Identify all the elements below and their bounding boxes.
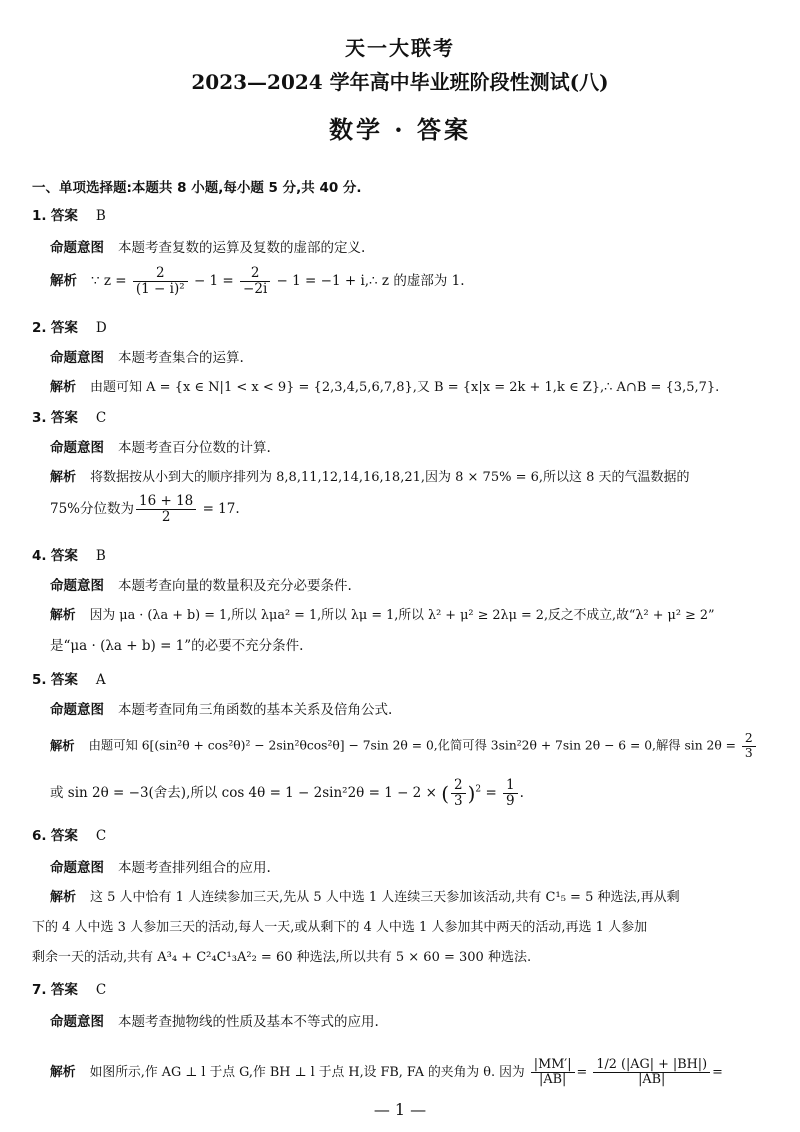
q7-answer-value: C: [95, 982, 107, 998]
q1-analysis-mid: − 1 =: [189, 272, 234, 289]
intent-label: 命题意图: [50, 578, 104, 594]
answer-label: 答案: [50, 320, 78, 336]
q6-analysis-1: [50, 886, 680, 905]
q2-answer: [32, 316, 107, 336]
q2-intent: [50, 346, 244, 366]
q6-number: 6.: [32, 828, 47, 844]
analysis-label: 解析: [50, 272, 77, 289]
q1-answer-value: B: [95, 208, 106, 224]
q7-intent: [50, 1010, 379, 1030]
q7-number: 7.: [32, 982, 47, 998]
q1-analysis: [50, 266, 465, 297]
q7-equals: =: [712, 1065, 723, 1081]
q1-answer: [32, 204, 106, 224]
q5-intent: [50, 698, 392, 718]
q7-intent-text: 本题考查抛物线的性质及基本不等式的应用.: [118, 1014, 379, 1030]
answer-label: 答案: [50, 548, 78, 564]
section-heading: 一、单项选择题:本题共 8 小题,每小题 5 分,共 40 分.: [32, 180, 362, 196]
q5-answer-value: A: [95, 672, 106, 688]
q4-analysis-text-1: 因为 μa · (λa + b) = 1,所以 λμa² = 1,所以 λμ = 1,所以 λ² + μ² ≥ 2λμ = 2,反之不成立,故“λ² + μ² ≥ 2”: [89, 608, 715, 623]
answer-label: 答案: [50, 828, 78, 844]
q4-intent-text: 本题考查向量的数量积及充分必要条件.: [118, 578, 352, 594]
exam-org-title: 天一大联考: [345, 36, 455, 60]
q1-intent: [50, 236, 365, 256]
intent-label: 命题意图: [50, 440, 104, 456]
q3-analysis-pre: 75%分位数为: [50, 500, 135, 517]
q3-analysis-2: [50, 494, 240, 525]
q5-answer: [32, 668, 106, 688]
answer-label: 答案: [50, 410, 78, 426]
analysis-label: 解析: [50, 738, 75, 753]
square-exponent: 2: [475, 784, 482, 795]
q7-analysis-text: 如图所示,作 AG ⊥ l 于点 G,作 BH ⊥ l 于点 H,设 FB, FA 的夹角为 θ. 因为: [89, 1065, 525, 1081]
q1-analysis-post: − 1 = −1 + i,∴ z 的虚部为 1.: [272, 272, 465, 289]
answer-label: 答案: [50, 208, 78, 224]
analysis-label: 解析: [50, 608, 76, 623]
q7-fraction-1: $\frac{|MM'|}{|AB|}$: [531, 1058, 575, 1087]
q1-fraction-1: $\frac{2}{\text{(1 − i)²}}$: [133, 266, 188, 297]
intent-label: 命题意图: [50, 240, 104, 256]
q7-analysis: 解析 如图所示,作 AG ⊥ l 于点 G,作 BH ⊥ l 于点 H,设 FB, FA 的夹角为 θ. 因为 $\frac{|MM'|}{|AB|}$ = $\frac{1/2 (|AG| + |BH|)}{|AB|}$ =: [50, 1057, 723, 1088]
q3-fraction: $\frac{16 + 18}{2}$: [136, 494, 196, 525]
q2-answer-value: D: [95, 320, 107, 336]
q3-analysis-post: = 17.: [198, 500, 240, 517]
q3-analysis-text-1: 将数据按从小到大的顺序排列为 8,8,11,12,14,16,18,21,因为 8 × 75% = 6,所以这 8 天的气温数据的: [90, 470, 690, 485]
q4-analysis-1: [50, 604, 715, 623]
q6-analysis-text-1: 这 5 人中恰有 1 人连续参加三天,先从 5 人中选 1 人连续三天参加该活动,共有 C¹₅ = 5 种选法,再从剩: [90, 890, 680, 905]
q5-analysis-1: [50, 732, 758, 760]
q6-analysis-3: 剩余一天的活动,共有 A³₄ + C²₄C¹₃A²₂ = 60 种选法,所以共有 5 × 60 = 300 种选法.: [32, 950, 532, 965]
q5-analysis-post: .: [519, 784, 524, 801]
q1-number: 1.: [32, 208, 47, 224]
page-number: — 1 —: [373, 1100, 427, 1119]
intent-label: 命题意图: [50, 860, 104, 876]
analysis-label: 解析: [50, 1065, 76, 1081]
q2-number: 2.: [32, 320, 47, 336]
q4-intent: [50, 574, 352, 594]
q6-intent: [50, 856, 271, 876]
q5-analysis-mid: =: [485, 784, 497, 801]
q4-answer: [32, 544, 106, 564]
q3-intent-text: 本题考查百分位数的计算.: [118, 440, 271, 456]
q2-analysis: [50, 376, 719, 395]
right-paren: ): [467, 781, 476, 806]
answer-label: 答案: [50, 672, 78, 688]
q4-answer-value: B: [95, 548, 106, 564]
analysis-label: 解析: [50, 890, 77, 905]
q5-fraction-3: $\frac{1}{9}$: [503, 778, 518, 809]
q3-intent: [50, 436, 271, 456]
q6-intent-text: 本题考查排列组合的应用.: [118, 860, 271, 876]
q5-analysis-2: [50, 778, 524, 809]
q1-intent-text: 本题考查复数的运算及复数的虚部的定义.: [118, 240, 366, 256]
q2-analysis-text: 由题可知 A = {x ∈ N|1 < x < 9} = {2,3,4,5,6,7,8},又 B = {x|x = 2k + 1,k ∈ Z},∴ A∩B = {3,5,7}.: [90, 380, 720, 395]
q5-number: 5.: [32, 672, 47, 688]
q3-answer-value: C: [95, 410, 107, 426]
q6-answer-value: C: [95, 828, 107, 844]
q1-fraction-2: $\frac{2}{-2i}$: [240, 266, 270, 297]
left-paren: (: [441, 781, 449, 806]
q2-intent-text: 本题考查集合的运算.: [118, 350, 244, 366]
q3-analysis-1: [50, 466, 690, 485]
q5-fraction-2: $\frac{2}{3}$: [451, 778, 466, 809]
intent-label: 命题意图: [50, 350, 104, 366]
subject-title: 数学 · 答案: [328, 115, 472, 144]
q5-fraction-1: $\frac{2}{3}$: [742, 732, 756, 760]
q1-analysis-pre: ∵ z =: [91, 272, 127, 289]
intent-label: 命题意图: [50, 702, 104, 718]
answer-label: 答案: [50, 982, 78, 998]
analysis-label: 解析: [50, 470, 77, 485]
q6-answer: [32, 824, 106, 844]
exam-title: 2023—2024 学年高中毕业班阶段性测试(八): [191, 70, 609, 94]
q5-intent-text: 本题考查同角三角函数的基本关系及倍角公式.: [118, 702, 393, 718]
q4-analysis-2: 是“μa · (λa + b) = 1”的必要不充分条件.: [50, 638, 304, 654]
q7-answer: [32, 978, 106, 998]
q5-analysis-text-1: 由题可知 6[(sin²θ + cos²θ)² − 2sin²θcos²θ] − 7sin 2θ = 0,化简可得 3sin²2θ + 7sin 2θ − 6 = 0,解得 sin 2θ =: [88, 738, 736, 753]
q6-analysis-2: 下的 4 人中选 3 人参加三天的活动,每人一天,或从剩下的 4 人中选 1 人参加其中两天的活动,再选 1 人参加: [32, 920, 648, 935]
q4-number: 4.: [32, 548, 47, 564]
q3-answer: [32, 406, 106, 426]
analysis-label: 解析: [50, 380, 77, 395]
intent-label: 命题意图: [50, 1014, 104, 1030]
q5-analysis-pre: 或 sin 2θ = −3(舍去),所以 cos 4θ = 1 − 2sin²2θ = 1 − 2 ×: [50, 784, 437, 801]
q7-fraction-2: $\frac{1/2 (|AG| + |BH|)}{|AB|}$: [593, 1058, 710, 1087]
q3-number: 3.: [32, 410, 47, 426]
